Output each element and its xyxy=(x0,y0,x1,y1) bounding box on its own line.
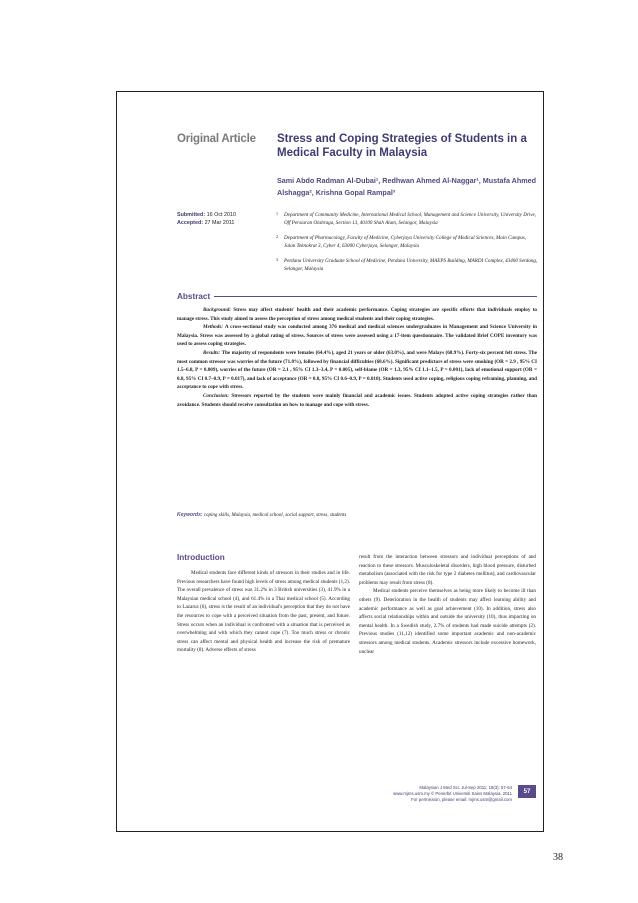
affiliation-number: 1 xyxy=(276,211,278,216)
submitted-label: Submitted: xyxy=(177,212,206,218)
affiliation-text: Department of Pharmacology, Faculty of Medicine, Cyberjaya University College of Medical Sciences, Main Campus, Jalan Teknokrat 3, Cyber 4, 63000 Cyberjaya, Selangor, Malaysia xyxy=(284,235,527,249)
background-label: Background: xyxy=(203,307,231,313)
affiliations xyxy=(276,211,538,280)
introduction-paragraph-2: result from the interaction between stressors and individual perceptions of and reaction to these stressors. Musculoskeletal disorders, high blood pressure, disturbed metabolism (associated with the risk for type 2 diabetes mellitus), and cardiovascular problems may result from stress (8). xyxy=(359,554,536,586)
accepted-label: Accepted: xyxy=(177,220,204,226)
affiliation-1 xyxy=(276,211,538,227)
affiliation-text: Perdana University Graduate School of Medicine, Perdana University, MAEPS Building, MARDI Complex, 43400 Serdang, Selangor, Malaysia xyxy=(284,258,538,272)
conclusion-label: Conclusion: xyxy=(203,392,229,399)
methods-text: A cross-sectional study was conducted among 376 medical and medical sciences undergraduates in Management and Science University in Malaysia. Stress was assessed by a global rating of stress. Sources of stress were assessed using a 17-item questionnaire. The validated Brief COPE inventory was used to assess coping strategies. xyxy=(177,324,537,348)
abstract-methods xyxy=(177,323,537,349)
article-dates xyxy=(177,211,277,227)
results-text: The majority of respondents were females (64.4%), aged 21 years or older (63.0%), and were Malays (68.9%). Forty-six percent felt stress. The most common stressor was worries of the future (71.0%), followed by financial difficulties (68.6%). Significant predictors of stress were smoking (OR = 2.9 , 95% CI 1.5–6.8, P = 0.009), worries of the future (OR = 2.1 , 95% CI 1.3–3.4, P = 0.005), self-blame (OR = 1.3, 95% CI 1.1–1.5, P = 0.001), lack of emotional support (OR = 0.8, 95% CI 0.7–0.9, P = 0.017), and lack of acceptance (OR = 0.8, 95% CI 0.6–0.9, P = 0.010). Students used active coping, religious coping reframing, planning, and acceptance to cope with stress. xyxy=(177,349,537,391)
accepted-line xyxy=(177,219,277,227)
article-title: Stress and Coping Strategies of Students in a Medical Faculty in Malaysia xyxy=(277,133,527,159)
methods-label: Methods: xyxy=(203,324,223,331)
affiliation-text: Department of Community Medicine, International Medical School, Management and Science University, University Drive, Off Persiaran Olahraga, Section 13, 40100 Shah Alam, Selangor, Malaysia xyxy=(284,212,537,226)
affiliation-number: 2 xyxy=(276,234,278,239)
journal-citation xyxy=(359,785,512,803)
submitted-line xyxy=(177,211,277,219)
results-label: Results: xyxy=(203,349,221,356)
submitted-date: 16 Oct 2010 xyxy=(206,212,237,218)
affiliation-3 xyxy=(276,257,538,273)
affiliation-number: 3 xyxy=(276,257,278,262)
journal-footer xyxy=(359,785,536,815)
citation-line-3: For permission, please email: mjms.usm@gmail.com xyxy=(411,797,512,802)
abstract-body xyxy=(177,306,537,409)
keywords xyxy=(177,512,537,518)
slide-page-number: 38 xyxy=(553,852,563,863)
article-type-label: Original Article xyxy=(177,133,256,145)
citation-line-1: Malaysian J Med Sci. Jul-Sep 2011; 18(3): 57-64 xyxy=(419,785,512,790)
introduction-paragraph-1: Medical students face different kinds of stressors in their studies and in life. Previous researchers have found high levels of stress among medical students (1,2). The overall prevalence of stress was 31.2% in 3 British universities (3), 41.9% in a Malaysian medical school (4), and 61.4% in a Thai medical school (5). According to Lazarus (6), stress is the result of an individual's perception that they do not have the resources to cope with a perceived situation from the past, present, and future. Stress occurs when an individual is confronted with a situation that is perceived as overwhelming and with which they cannot cope (7). Too much stress or chronic stress can affect mental and physical health and increase the risk of premature mortality (8). Adverse effects of stress xyxy=(177,570,350,654)
keywords-text: coping skills, Malaysia, medical school, social support, stress, students xyxy=(203,513,347,518)
abstract-background xyxy=(177,306,537,323)
background-text: Stress may affect students' health and their academic performance. Coping strategies are specific efforts that individuals employ to manage stress. This study aimed to assess the perception of stress among medical students and their coping strategies. xyxy=(177,307,537,322)
abstract-results xyxy=(177,349,537,392)
keywords-label: Keywords: xyxy=(177,512,203,518)
article-authors: Sami Abdo Radman Al-Dubai¹, Redhwan Ahmed Al-Naggar¹, Mustafa Ahmed Alshagga², Krishna Gopal Rampal³ xyxy=(277,176,537,197)
abstract-heading-row xyxy=(177,292,537,301)
introduction-paragraph-3: Medical students perceive themselves as being more likely to become ill than others (9). Deterioration in the health of students may affect learning ability and academic performance as well as goal achievement (10). In addition, stress also affects social relationships within and outside the university (10), thus impacting on mental health. In a Swedish study, 2.7% of students had made suicide attempts (2). Previous studies (11,12) identified some important academic and non-academic stressors among medical students. Academic stressors include excessive homework, unclear xyxy=(359,588,536,655)
article-page xyxy=(116,91,544,832)
citation-line-2: www.mjms.usm.my © Penerbit Universiti Sains Malaysia, 2011 xyxy=(393,791,512,796)
left-column xyxy=(177,553,350,655)
abstract-heading: Abstract xyxy=(177,292,211,301)
abstract-conclusion xyxy=(177,392,537,409)
conclusion-text: Stressors reported by the students were mainly financial and academic issues. Students adopted active coping strategies rather than avoidance. Students should receive consultation on how to manage and cope with stress. xyxy=(177,392,537,408)
right-column xyxy=(359,553,536,656)
introduction-heading: Introduction xyxy=(177,553,225,562)
affiliation-2 xyxy=(276,234,538,250)
journal-page-number: 57 xyxy=(518,785,536,798)
accepted-date: 27 Mar 2011 xyxy=(204,220,235,226)
abstract-divider xyxy=(214,296,537,297)
